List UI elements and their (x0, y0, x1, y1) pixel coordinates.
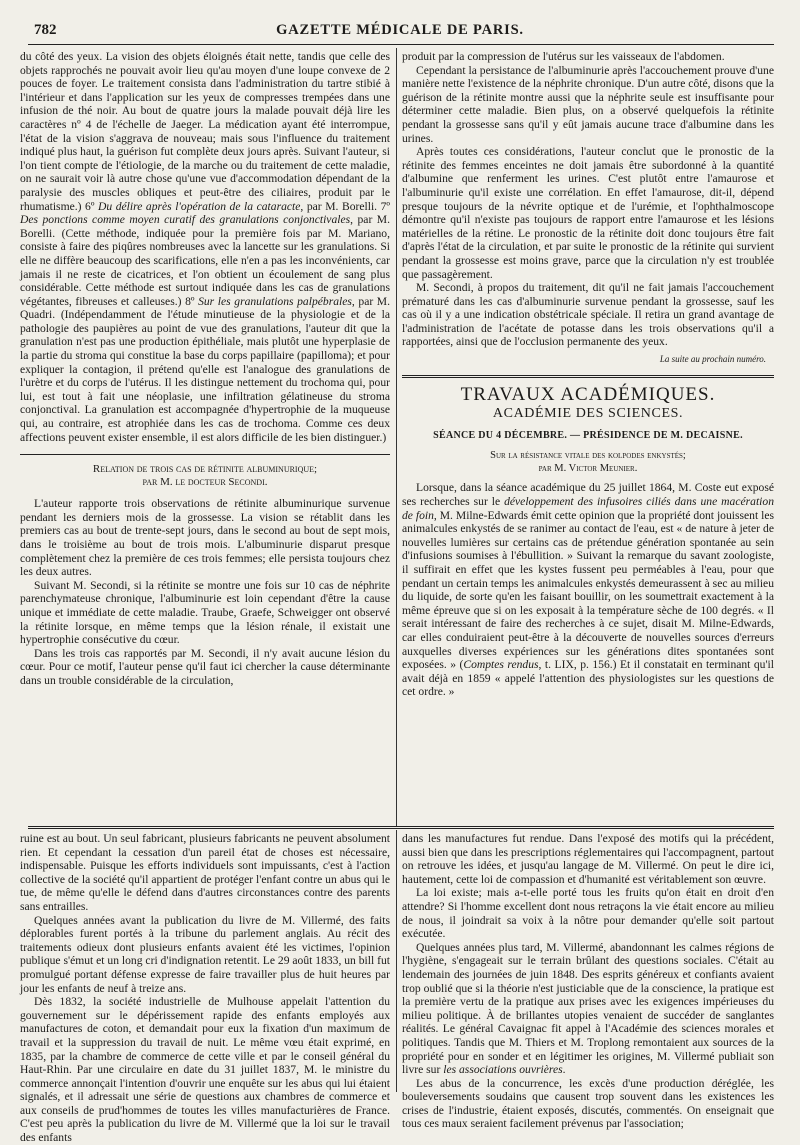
section-big-title: TRAVAUX ACADÉMIQUES. (460, 383, 716, 405)
paragraph: Dans les trois cas rapportés par M. Secondi, il n'y avait aucune lésion du cœur. Pour ce motif, l'auteur pense qu'il faut ici chercher la cause déterminante dans un trouble considérable de la circulation, (20, 646, 390, 687)
section-rule (20, 454, 390, 455)
column-right-top (402, 50, 774, 824)
academy-title: ACADÉMIE DES SCIENCES. (492, 406, 684, 422)
paper-author: par M. Victor Meunier. (538, 462, 638, 474)
paragraph: Quelques années plus tard, M. Villermé, abandonnant les calmes régions de l'hygiène, s'engageait sur le terrain brûlant des questions sociales. C'était au lendemain des journées de juin 1848. Des esprits généreux et confiants avaient trop oublié que si la théorie n'est justiciable que de la conscience, la pratique est la première vertu de la pratique aux prises avec les exigences impérieuses du milieu politique. À de brillantes utopies venaient de succéder de sanglantes réalités. Le général Cavaignac fit appel à l'Académie des sciences morales et politiques. Tandis que M. Thiers et M. Troplong remontaient aux sources de la propriété pour en sonder et en légitimer les origines, M. Villermé publiait son livre sur les associations ouvrières. (402, 940, 774, 1077)
section-rule (402, 375, 774, 378)
column-divider-top (396, 48, 397, 826)
column-left-bottom (20, 832, 390, 1145)
paragraph: dans les manufactures fut rendue. Dans l'exposé des motifs qui la précédent, aussi bien que dans les prescriptions réglementaires qui l'accompagnent, partout on retrouve les idées, et jusqu'au langage de M. Villermé. On peut le dire ici, hautement, cette loi de compassion et d'humanité est véritablement son œuvre. (402, 832, 774, 886)
session-line: SÉANCE DU 4 DÉCEMBRE. — PRÉSIDENCE DE M. DECAISNE. (433, 429, 743, 441)
section-title: Relation de trois cas de rétinite albuminurique; (92, 463, 318, 476)
paragraph: ruine est au bout. Un seul fabricant, plusieurs fabricants ne peuvent absolument rien. Et cependant la cessation d'un pareil état de choses est nécessaire, indispensable. Puisque les efforts individuels sont impuissants, c'est à l'action collective de la société qu'il appartient de protéger l'enfant contre un abus qui le tue, de même qu'elle le défend dans d'autres circonstances contre des parents sans entrailles. (20, 832, 390, 913)
paragraph: L'auteur rapporte trois observations de rétinite albuminurique survenue pendant les derniers mois de la grossesse. La vision se rétablit dans les premiers cas au bout de trente-sept jours, dans le second au bout de sept mois, dans le troisième au bout de trois mois. L'albuminurie disparut presque complètement chez la première de ces trois femmes; elle persista toujours chez les deux autres. (20, 497, 390, 579)
paragraph: Suivant M. Secondi, si la rétinite se montre une fois sur 10 cas de néphrite parenchymateuse chronique, l'albuminurie est loin cependant d'être la cause unique et immédiate de cette maladie. Traube, Graefe, Schweigger ont observé la rétinite lorsque, en même temps que la lésion rénale, il existait une hypertrophie consécutive du cœur. (20, 578, 390, 647)
page-number: 782 (34, 22, 57, 38)
paragraph: Quelques années avant la publication du livre de M. Villermé, des faits déplorables furent portés à la tribune du parlement anglais. Au récit des traitements odieux dont plusieurs enfants avaient été les victimes, l'opinion publique s'émut et un long cri d'indignation retentit. Le 29 août 1833, un bill fut promulgué portant défense expresse de faire travailler plus de huit heures par jour les enfants de neuf à treize ans. (20, 913, 390, 995)
paper-title: Sur la résistance vitale des kolpodes enkystés; (490, 450, 686, 462)
section-heading (26, 463, 384, 489)
paper-heading (402, 450, 774, 475)
paragraph: M. Secondi, à propos du traitement, dit qu'il ne fait jamais l'accouchement prématuré dans les cas d'albuminurie survenue pendant la grossesse, sauf les cas où il y a une indication obstétricale spéciale. Il retira un grand avantage de l'administration de l'acétate de potasse dans les trois observations qu'il a rapportées, ainsi que de l'occlusion permanente des yeux. (402, 281, 774, 349)
column-left-top (20, 50, 390, 824)
paragraph: Lorsque, dans la séance académique du 25 juillet 1864, M. Coste eut exposé ses recherches sur le développement des infusoires ciliés dans une macération de foin, M. Milne-Edwards émit cette opinion que la propriété dont jouissent les animalcules enkystés de se ranimer au contact de l'eau, est « de nature à jeter de nouvelles lumières sur certains cas de prétendue génération spontanée au sein d'infusions soumises à l'ébullition. » Suivant la remarque du savant zoologiste, il suffirait en effet que les kystes fussent peu perméables à l'eau, pour que pendant un certain temps les animalcules enkystés demeurassent à sec au milieu du liquide, de sorte qu'en les faisant bouillir, on les soumettrait exactement à la même épreuve que si on les exposait à la température sèche de 100 degrés. « Il serait intéressant de faire des recherches à ce sujet, disait M. Milne-Edwards, car elles conduiraient peut-être à la découverte de nouvelles sources d'erreurs auxquelles diverses expériences sur les générations dites spontanées sont exposées. » (Comptes rendus, t. LIX, p. 156.) Et il constatait en terminant qu'il avait déjà en 1859 « appelé l'attention des physiologistes sur les questions de cet ordre. » (402, 481, 774, 699)
section-author: par M. le docteur Secondi. (142, 476, 268, 489)
page-header (28, 20, 772, 42)
paragraph: produit par la compression de l'utérus sur les vaisseaux de l'abdomen. (402, 50, 725, 63)
column-divider-bottom (396, 830, 397, 1092)
feuilleton-rule (28, 826, 774, 829)
paragraph: Cependant la persistance de l'albuminurie après l'accouchement prouve d'une manière nette l'existence de la néphrite chronique. D'un autre côté, disons que la guérison de la rétinite montre aussi que la néphrite seule est insuffisante pour déterminer cette maladie. Bien plus, on a observé quelquefois la rétinite pendant la grossesse sans qu'il y eût jamais aucune trace d'albumine dans les urines. (402, 63, 774, 145)
paragraph: La loi existe; mais a-t-elle porté tous les fruits qu'on était en droit d'en attendre? Si l'homme excellent dont nous retraçons la vie était encore au milieu de nous, il joindrait sa voix à la nôtre pour demander qu'elle soit partout exécutée. (402, 886, 774, 941)
paragraph: Les abus de la concurrence, les excès d'une production déréglée, les bouleversements soudains que causent trop souvent dans les existences les crises de l'industrie, étaient exposés, discutés, commentés. On enseignait que tous ces maux seraient facilement prévenus par l'association; (402, 1076, 774, 1131)
header-rule (28, 44, 774, 45)
column-right-bottom (402, 832, 774, 1131)
paragraph: Après toutes ces considérations, l'auteur conclut que le pronostic de la rétinite des femmes enceintes ne doit jamais être subordonné à la quantité d'albumine que renferment les urines. C'est plutôt entre l'amaurose et l'albuminurie qu'il existe une corrélation. En effet l'amaurose, dit-il, dépend presque toujours de la névrite optique et de l'urémie, et l'ophthalmoscope démontre qu'il n'existe pas toujours de rapport entre l'amaurose et les lésions matérielles de la rétine. Le pronostic de la rétinite doit donc toujours être fait d'après l'état de la circulation, et par suite le pronostic de la rétinite qui survient pendant la grossesse est moins grave, parce que la circulation n'y est troublée que passagèrement. (402, 145, 774, 281)
continued-note: La suite au prochain numéro. (659, 354, 766, 365)
paragraph: du côté des yeux. La vision des objets éloignés était nette, tandis que celle des objets rapprochés ne pouvait avoir lieu qu'au moyen d'une loupe convexe de 2 pouces de foyer. Le traitement consista dans l'administration du tartre stibié à l'intérieur et dans l'application sur les yeux de compresses trempées dans une infusion de thé noir. Au bout de quatre jours la malade pouvait déjà lire les caractères nº 4 de l'échelle de Jaeger. La médication ayant été interrompue, l'état de la vision s'aggrava de nouveau; mais sous l'influence du traitement indiqué plus haut, la guérison fut complète deux jours après. Suivant l'auteur, si l'on tient compte de l'étiologie, de la marche ou du traitement de cette maladie, on ne saurait voir là autre chose qu'une vue d'accommodation dépendant de la paralysie des muscles obliques et peut-être des ciliaires, produit par le rhumatisme.) 6º Du délire après l'opération de la cataracte, par M. Borelli. 7º Des ponctions comme moyen curatif des granulations conjonctivales, par M. Borelli. (Cette méthode, indiquée pour la première fois par M. Mariano, consiste à faire des piqûres nombreuses avec la lancette sur les granulations. Si elle ne diffère beaucoup des scarifications, elle n'en a pas les inconvénients, car jamais il ne reste de cicatrices, et l'on obtient un écoulement de sang plus considérable. Cette méthode est surtout indiquée dans les cas de granulations végétantes, fibreuses et calleuses.) 8º Sur les granulations palpébrales, par M. Quadri. (Indépendamment de l'étude minutieuse de la physiologie et de la pathologie des paupières au point de vue des granulations, l'auteur dit que la granulation n'est pas une production épithéliale, mais plutôt une hyperplasie de la partie du stroma qui constitue la base du corps papillaire (papilloma); et pour expliquer la contagion, il prétend qu'elle est l'analogue des granulations de l'urètre et du corps de l'utérus. Il les distingue nettement du trochoma qui, pour lui, est tout à fait une néoplasie, une infiltration gélatineuse du stroma conjonctival. La granulation est accompagnée d'hypertrophie de la muqueuse qui, au contraire, est atrophiée dans les cas de trochoma. Comme ces deux affections peuvent exister ensemble, il est alors difficile de les bien distinguer.) (20, 50, 391, 444)
paragraph: Dès 1832, la société industrielle de Mulhouse appelait l'attention du gouvernement sur le dépérissement rapide des enfants employés aux manufactures de coton, et demandait pour eux la fixation d'un maximum de travail et la suppression du travail de nuit. Le même vœu était exprimé, en 1835, par la chambre de commerce de cette ville et par le conseil général du Haut-Rhin. Par une circulaire en date du 31 juillet 1837, M. le ministre du commerce annonçait l'intention d'ouvrir une enquête sur les abus qui lui étaient signalés, et il adressait une série de questions aux chambres de commerce et aux conseils de prud'hommes de toutes les villes manufacturières de France. C'est peu après la publication du livre de M. Villermé que la loi sur le travail des enfants (20, 995, 390, 1145)
running-title: GAZETTE MÉDICALE DE PARIS. (276, 22, 524, 38)
